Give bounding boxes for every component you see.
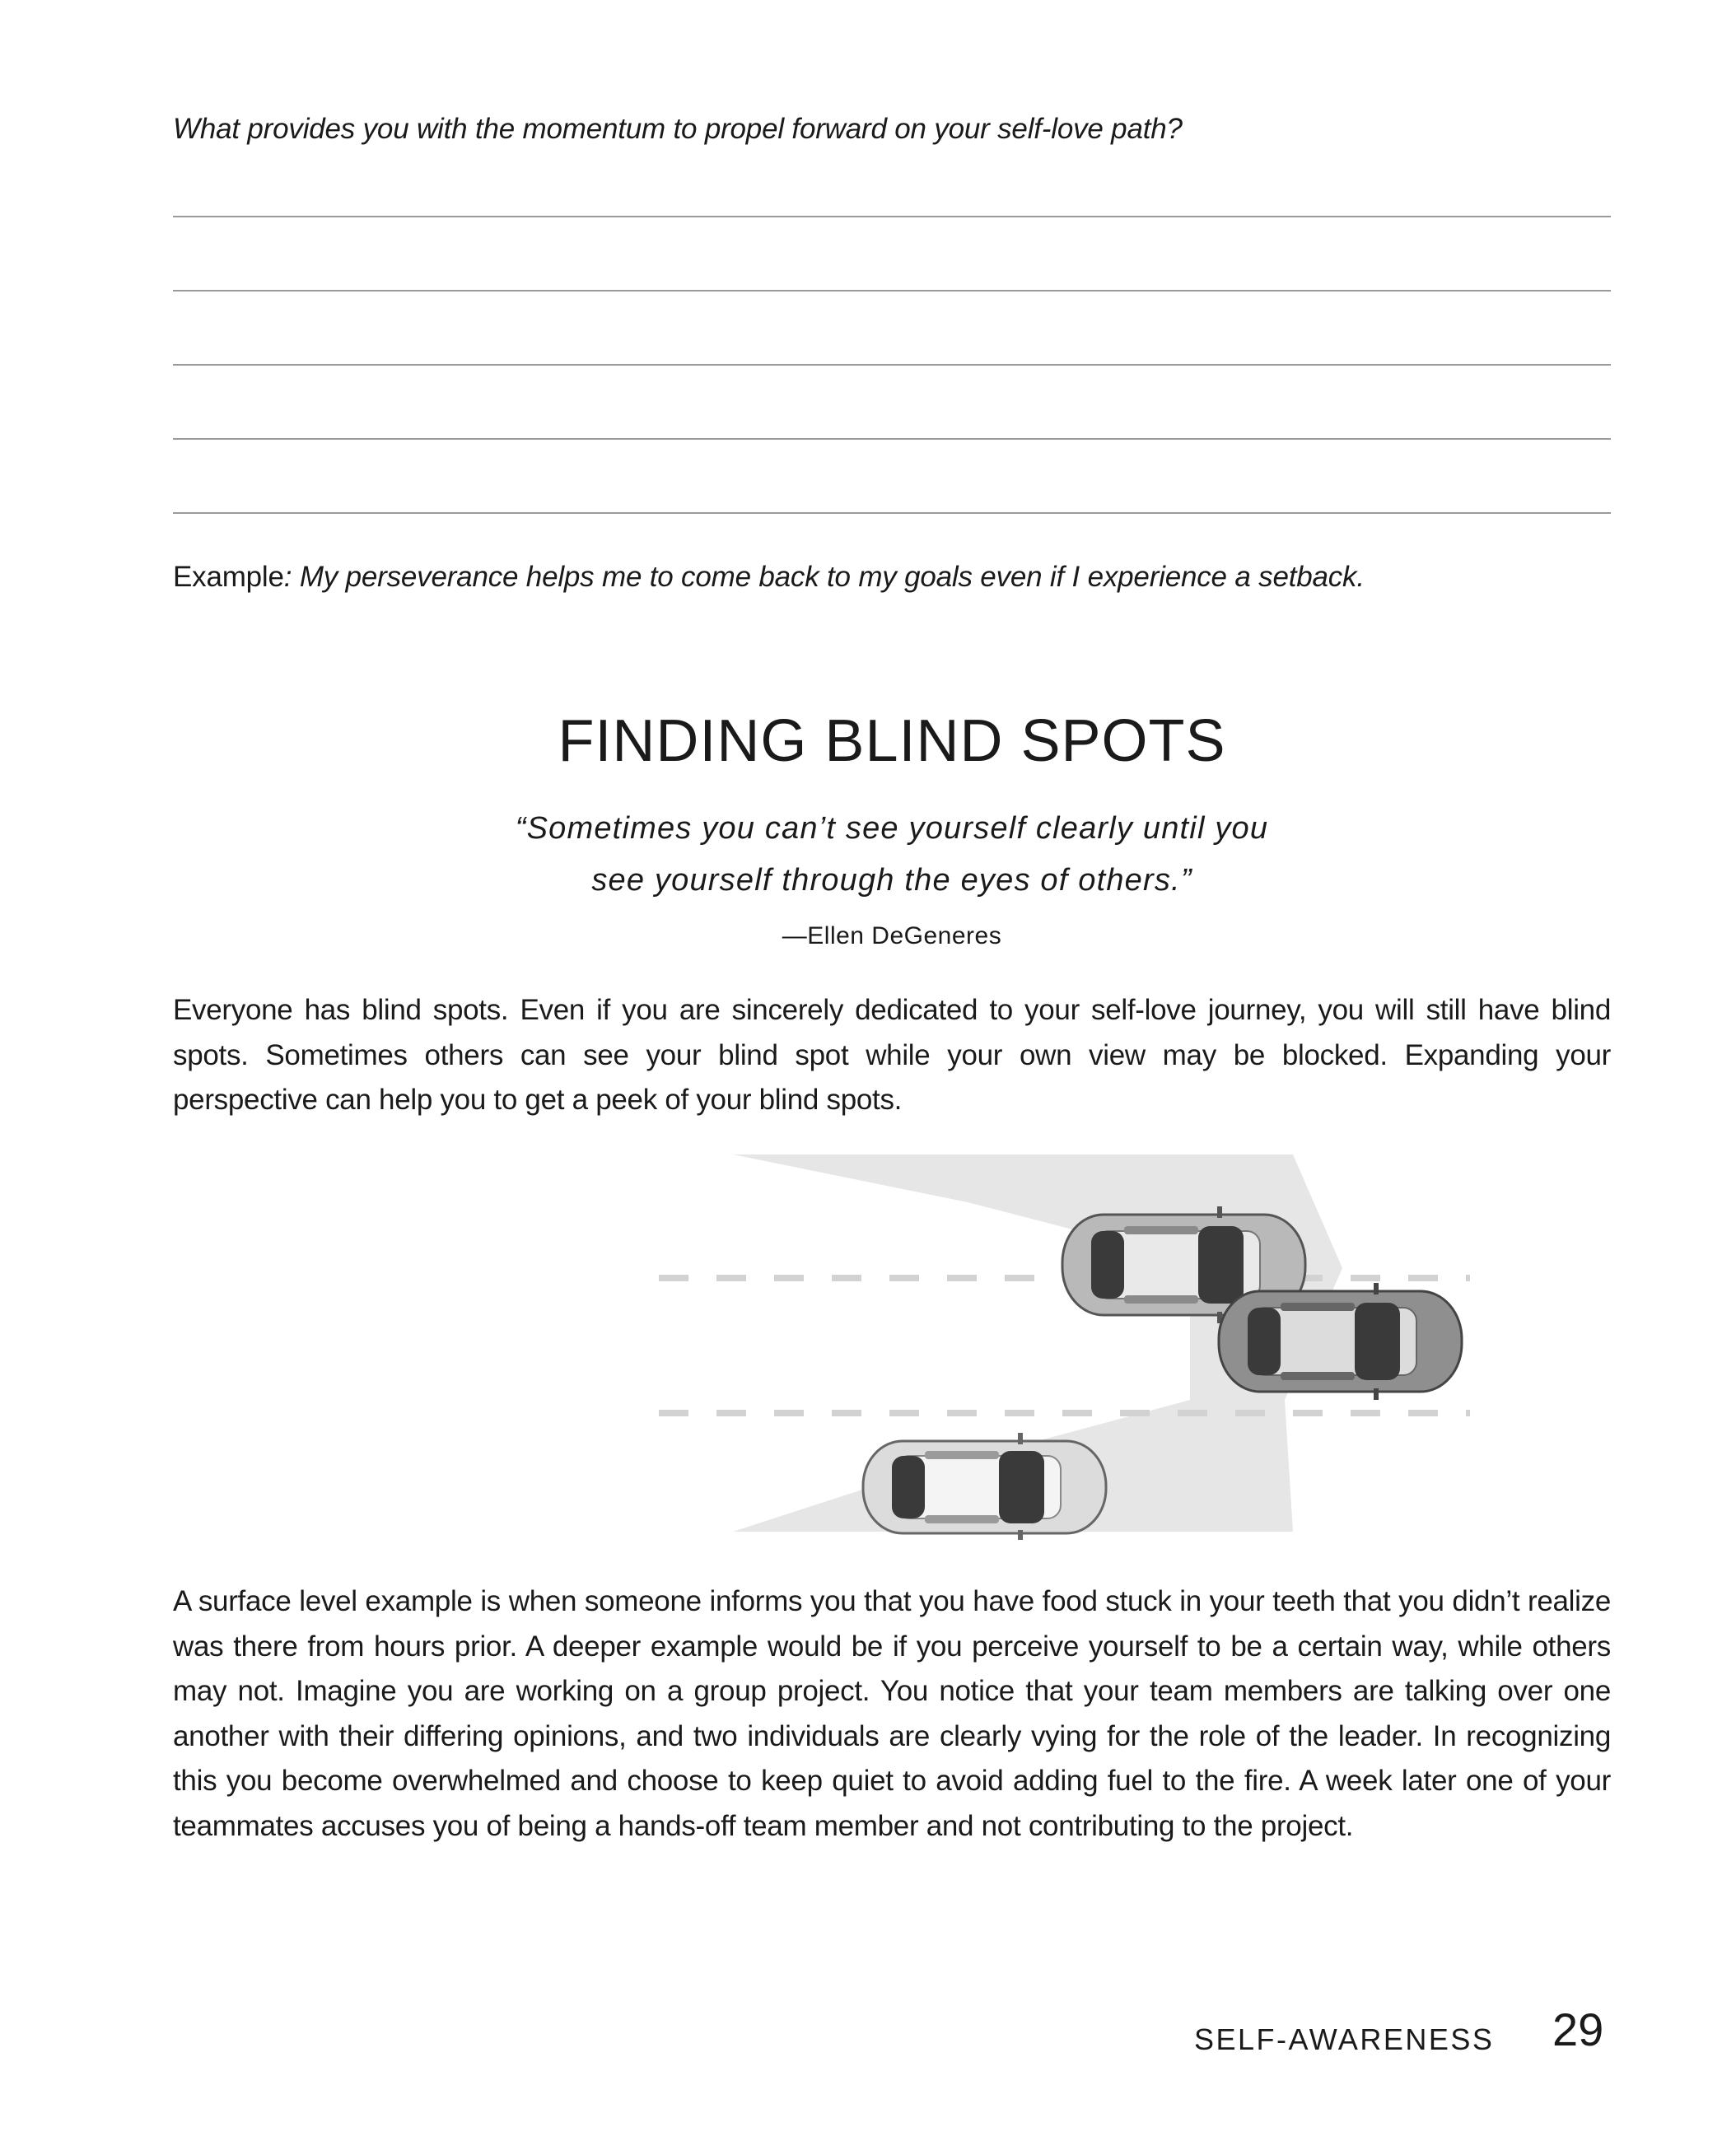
- blind-spot-illustration: [655, 1153, 1470, 1540]
- example-text: : My perseverance helps me to come back to my goals even if I experience a setback.: [283, 561, 1365, 593]
- footer-section-label: SELF-AWARENESS: [1194, 2022, 1495, 2056]
- quote-attribution: —Ellen DeGeneres: [782, 922, 1002, 949]
- section-title: FINDING BLIND SPOTS: [558, 708, 1226, 774]
- journal-prompt: What provides you with the momentum to propel forward on your self-love path?: [173, 113, 1183, 145]
- page-number: 29: [1552, 2003, 1604, 2055]
- writing-line-1[interactable]: [173, 216, 1611, 217]
- quote-line-1: “Sometimes you can’t see yourself clearly until you: [515, 811, 1269, 846]
- epigraph-quote: [173, 803, 1611, 907]
- writing-line-2[interactable]: [173, 290, 1611, 292]
- car-bottom: [863, 1433, 1106, 1540]
- example-paragraph: A surface level example is when someone informs you that you have food stuck in your teeth that you didn’t realize was there from hours prior. A deeper example would be if you perceive yourself to be a certain way, while others may not. Imagine you are working on a group project. You notice that your team members are talking over one another with their differing opinions, and two individuals are clearly vying for the role of the leader. In recognizing this you become overwhelmed and choose to keep quiet to avoid adding fuel to the fire. A week later one of your teammates accuses you of being a hands-off team member and not contributing to the project.: [173, 1585, 1611, 1842]
- writing-line-5[interactable]: [173, 512, 1611, 514]
- example-label: Example: [173, 561, 284, 593]
- car-middle: [1219, 1283, 1462, 1400]
- writing-line-3[interactable]: [173, 364, 1611, 366]
- writing-line-4[interactable]: [173, 438, 1611, 440]
- quote-line-2: see yourself through the eyes of others.”: [591, 863, 1192, 898]
- intro-paragraph: Everyone has blind spots. Even if you are sincerely dedicated to your self-love journey, you will still have blind spots. Sometimes others can see your blind spot while your own view may be blocked. Expanding your perspective can help you to get a peek of your blind spots.: [173, 994, 1611, 1116]
- example-answer: [173, 557, 1611, 598]
